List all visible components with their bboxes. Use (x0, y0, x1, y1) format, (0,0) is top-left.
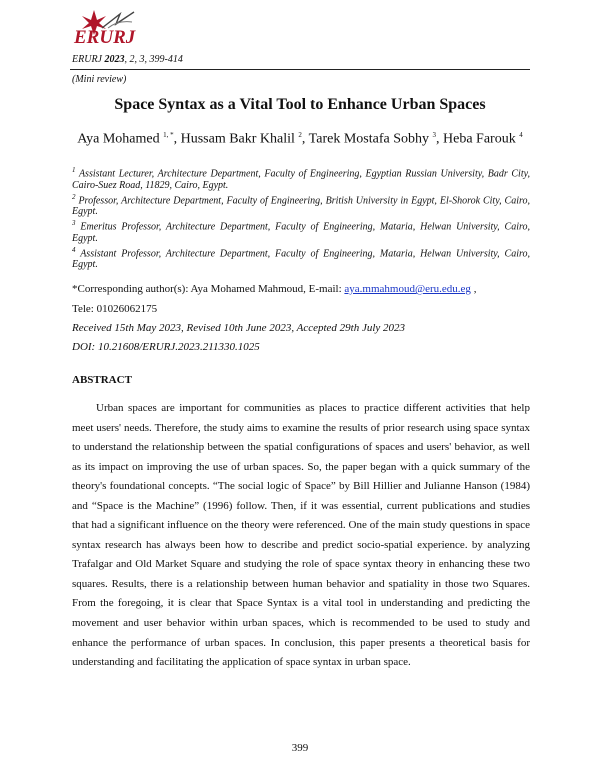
received-dates: Received 15th May 2023, Revised 10th June 2023, Accepted 29th July 2023 (72, 322, 406, 334)
telephone: Tele: 01026062175 (72, 303, 158, 315)
affiliation-number: 4 (72, 245, 76, 254)
abstract-heading: ABSTRACT (72, 374, 132, 386)
author-sup: 4 (519, 131, 523, 139)
article-type: (Mini review) (72, 74, 127, 85)
paper-title: Space Syntax as a Vital Tool to Enhance Urban Spaces (114, 96, 486, 113)
affiliation (72, 192, 530, 219)
author-name: Hussam Bakr Khalil (180, 131, 295, 147)
affiliations (72, 165, 530, 271)
affiliation-text: Assistant Professor, Architecture Department, Faculty of Engineering, Mataria, Helwan University, Cairo, Egypt. (72, 247, 530, 271)
corresponding-author (72, 279, 530, 319)
abstract-text: Urban spaces are important for communities as places to practice different activities that help meet users' needs. Therefore, the study aims to examine the results of prior research using space syntax to understand the relationship between the spatial configurations of spaces and users' behavior, as well as its impact on improving the use of urban spaces. So, the paper began with a quick summary of the theory's foundational concepts. “The social logic of Space” by Bill Hillier and Julianne Hanson (1984) and “Space is the Machine” (1996) follow. Then, if it was essential, current publications and studies that had a significant influence on the theory were referenced. One of the main study questions in space syntax research has always been how to describe and predict socio-spatial experience. by analyzing Trafalgar and Old Market Square and studying the role of space syntax theory in enhancing these two squares. Results, there is a relationship between human behavior and spatiality in those two Squares. From the foregoing, it is clear that Space Syntax is a vital tool in understanding and predicting the movement and user behavior within urban spaces, which is recommended to be used to study and enhance the performance of urban spaces. In conclusion, this paper presents a theoretical basis for understanding and facilitating the application of space syntax in urban space. (72, 402, 530, 669)
affiliation-text: Emeritus Professor, Architecture Department, Faculty of Engineering, Mataria, Helwan University, Cairo, Egypt. (72, 221, 530, 244)
affiliation (72, 165, 530, 192)
email-link[interactable]: aya.mmahmoud@eru.edu.eg (344, 283, 471, 295)
author-list: Aya Mohamed $^{1, *}$, Hussam Bakr Khalil $^2$, Tarek Mostafa Sobhy $^3$, Heba Farouk $^4$ (77, 131, 523, 147)
corresponding-suffix: , (470, 283, 477, 295)
affiliation (72, 245, 530, 272)
author-sup: 3 (432, 131, 436, 139)
author-name: Tarek Mostafa Sobhy (308, 131, 429, 147)
affiliation-number: 1 (72, 166, 76, 174)
affiliation-text: Professor, Architecture Department, Faculty of Engineering, British University in Egypt, El-Shorok City, Cairo, Egypt. (72, 194, 530, 218)
author-sup: 1, * (163, 131, 174, 139)
author-name: Aya Mohamed (77, 131, 160, 147)
author-name: Heba Farouk (443, 131, 516, 147)
affiliation-number: 3 (72, 219, 76, 228)
affiliation (72, 218, 530, 245)
doi: DOI: 10.21608/ERURJ.2023.211330.1025 (72, 341, 260, 353)
author-sup: 2 (298, 131, 302, 139)
page-number: 399 (291, 742, 309, 754)
logo-text: ERURJ (74, 27, 136, 48)
article-dates (72, 319, 405, 357)
header-rule (70, 69, 530, 70)
journal-citation (72, 54, 183, 65)
journal-year: 2023 (104, 54, 125, 65)
journal-volume: , 2, 3, 399-414 (124, 54, 183, 65)
journal-name: ERURJ (72, 54, 102, 65)
affiliation-number: 2 (72, 192, 76, 201)
corresponding-prefix: *Corresponding author(s): Aya Mohamed Mahmoud, E-mail: (72, 283, 345, 295)
affiliation-text: Assistant Lecturer, Architecture Department, Faculty of Engineering, Egyptian Russian University, Badr City, Cairo-Suez Road, 11829, Cairo, Egypt. (72, 168, 530, 191)
